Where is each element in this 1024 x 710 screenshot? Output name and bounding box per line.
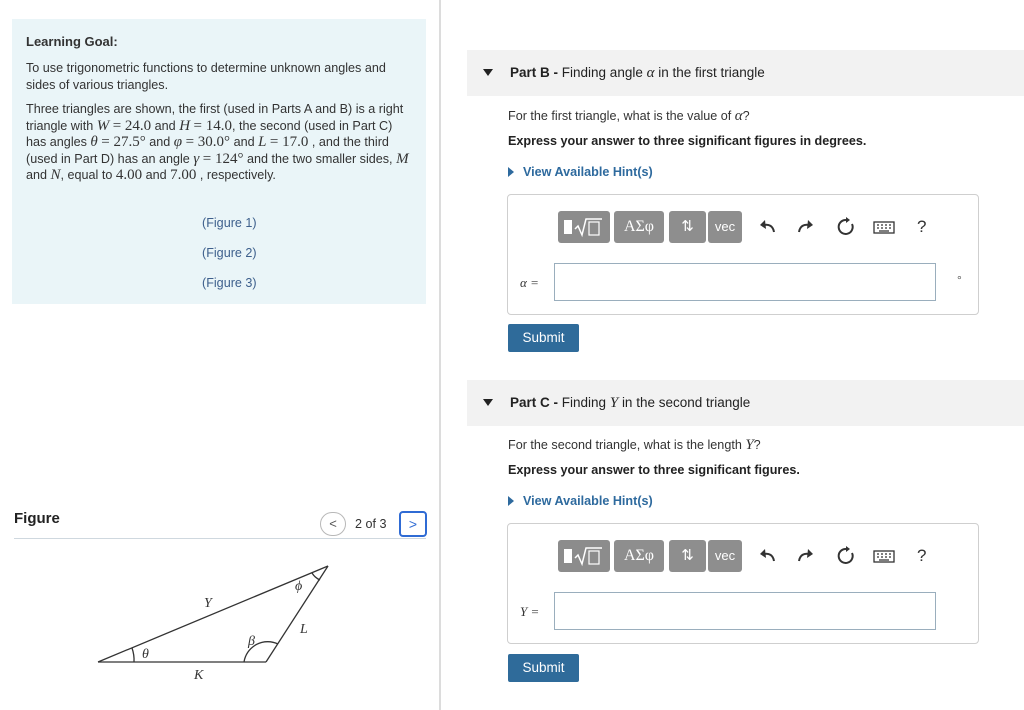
part-c-answer-input[interactable]	[554, 592, 936, 630]
arrows-button[interactable]: ⇅	[669, 211, 706, 243]
fraction-sqrt-icon	[558, 211, 610, 243]
triangle-figure	[90, 558, 340, 686]
part-b-question: For the first triangle, what is the value of α?	[508, 108, 750, 124]
part-c-variable-label: Y =	[520, 604, 540, 619]
column-divider	[439, 0, 441, 710]
greek-symbols-button[interactable]: ΑΣφ	[614, 211, 664, 243]
triangle-shape	[98, 566, 328, 662]
side-y-label: Y	[204, 596, 212, 611]
part-b-hint-link[interactable]: View Available Hint(s)	[508, 165, 653, 179]
part-b-answer-box	[507, 194, 979, 315]
figure-2-link[interactable]: (Figure 2)	[202, 246, 257, 260]
learning-goal-panel	[12, 19, 426, 304]
learning-goal-title: Learning Goal:	[26, 34, 118, 49]
side-k-label: K	[194, 668, 204, 683]
keyboard-icon[interactable]	[872, 546, 896, 566]
learning-goal-description: Three triangles are shown, the first (used in Parts A and B) is a right triangle with W = 24.0 and H = 14.0, the second (used in Part C) has angles θ = 27.5° and φ = 30.0° and L = 17.0 , and the third (used in Part D) has an angle γ = 124° and the two smaller sides, M and N, equal to 4.00 and 7.00 , respectively.	[26, 102, 409, 183]
reset-icon[interactable]	[836, 217, 856, 237]
part-c-instruction: Express your answer to three significant figures.	[508, 463, 800, 477]
part-b-title: Part B - Finding angle α in the first triangle	[510, 65, 765, 81]
theta-arc	[132, 648, 134, 662]
part-c-hint-link[interactable]: View Available Hint(s)	[508, 494, 653, 508]
reset-icon[interactable]	[836, 546, 856, 566]
collapse-triangle-icon[interactable]	[483, 399, 493, 406]
collapse-triangle-icon[interactable]	[483, 69, 493, 76]
figure-3-link[interactable]: (Figure 3)	[202, 276, 257, 290]
expand-arrow-icon	[508, 167, 514, 177]
greek-symbols-button[interactable]: ΑΣφ	[614, 540, 664, 572]
vector-button[interactable]: vec	[708, 540, 742, 572]
side-l-label: L	[300, 622, 308, 637]
figure-heading: Figure	[14, 510, 60, 527]
beta-label: β	[248, 634, 255, 649]
phi-label: ϕ	[295, 579, 303, 594]
part-c-header[interactable]	[467, 380, 1024, 426]
part-c-submit-button[interactable]: Submit	[508, 654, 579, 682]
templates-button[interactable]	[558, 211, 610, 243]
vector-button[interactable]: vec	[708, 211, 742, 243]
redo-icon[interactable]	[795, 217, 815, 237]
help-button[interactable]: ?	[917, 546, 927, 565]
part-c-answer-box	[507, 523, 979, 644]
redo-icon[interactable]	[795, 546, 815, 566]
figure-1-link[interactable]: (Figure 1)	[202, 216, 257, 230]
part-b-instruction: Express your answer to three significant figures in degrees.	[508, 134, 867, 148]
undo-icon[interactable]	[758, 217, 778, 237]
part-b-unit: °	[957, 273, 962, 287]
arrows-button[interactable]: ⇅	[669, 540, 706, 572]
part-b-answer-input[interactable]	[554, 263, 936, 301]
part-b-variable-label: α =	[520, 275, 539, 290]
phi-arc	[312, 573, 320, 580]
part-c-question: For the second triangle, what is the length Y?	[508, 437, 761, 453]
undo-icon[interactable]	[758, 546, 778, 566]
fraction-sqrt-icon	[558, 540, 610, 572]
figure-prev-button[interactable]: <	[320, 512, 346, 536]
keyboard-icon[interactable]	[872, 217, 896, 237]
part-b-submit-button[interactable]: Submit	[508, 324, 579, 352]
theta-label: θ	[142, 647, 149, 662]
learning-goal-intro: To use trigonometric functions to determine unknown angles and sides of various triangles.	[26, 61, 386, 92]
templates-button[interactable]	[558, 540, 610, 572]
part-b-header[interactable]	[467, 50, 1024, 96]
expand-arrow-icon	[508, 496, 514, 506]
figure-pager-text: 2 of 3	[355, 517, 387, 531]
help-button[interactable]: ?	[917, 217, 927, 236]
triangle-side-y	[98, 566, 328, 662]
figure-next-button[interactable]: >	[399, 511, 427, 537]
figure-divider	[14, 538, 426, 539]
part-c-title: Part C - Finding Y in the second triangle	[510, 395, 751, 411]
